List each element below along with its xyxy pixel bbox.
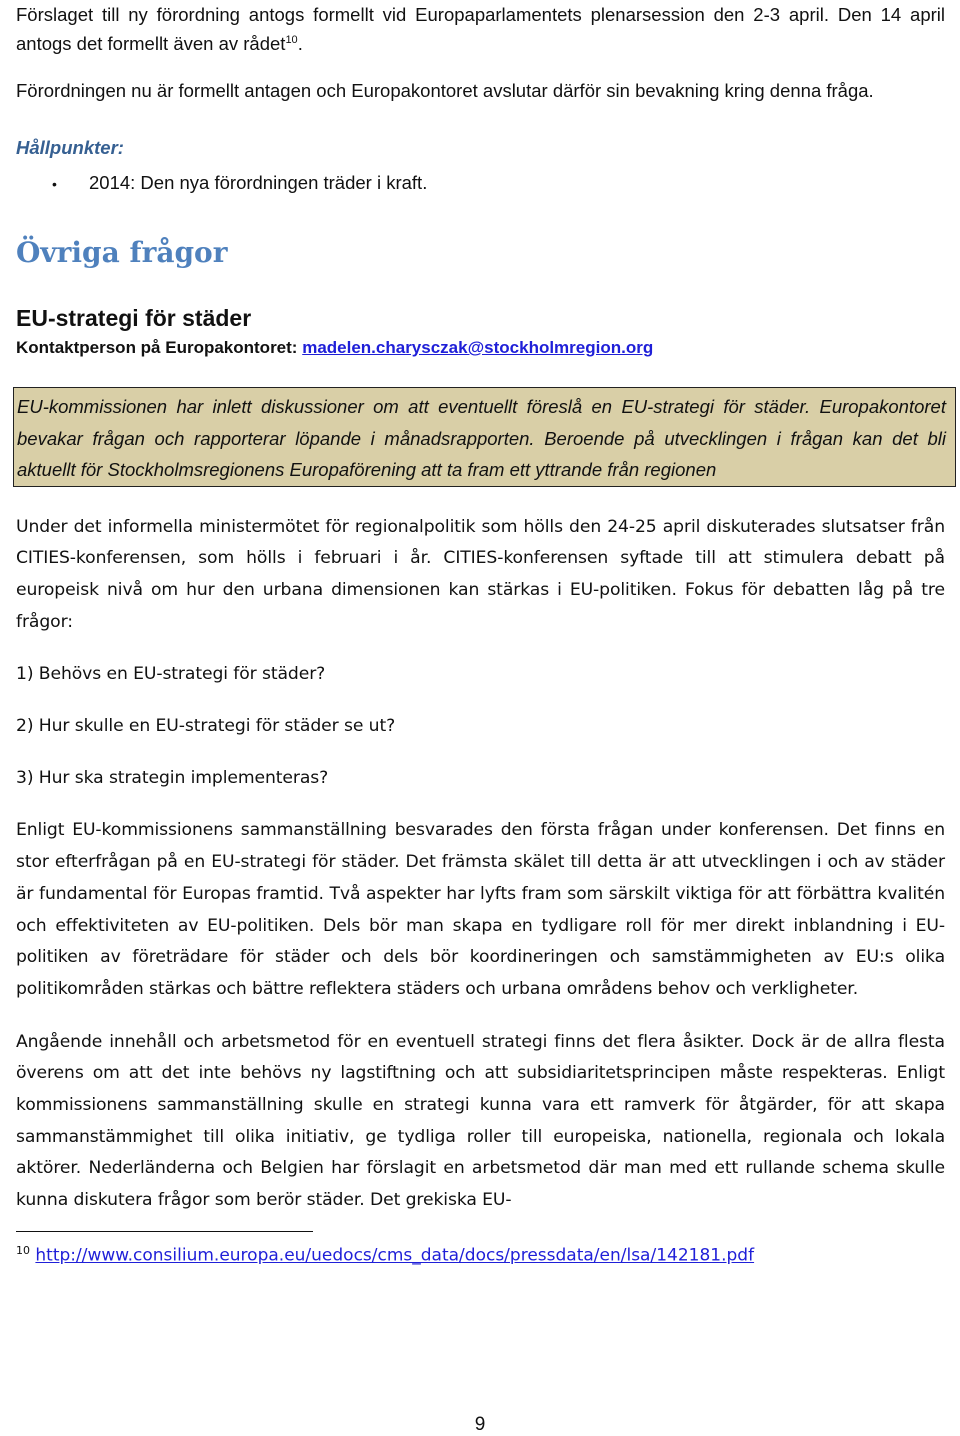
- section-title: Övriga frågor: [16, 236, 228, 269]
- body-paragraph-3: Angående innehåll och arbetsmetod för en eventuell strategi finns det flera åsikter. Dock är de allra flesta överens om att det inte behövs ny lagstiftning och att subsidiaritetsprincipen måste respekteras. Enligt kommissionens sammanställning skulle en strategi kunna vara ett ramverk för åtgärder, för att skapa sammanstämmighet till olika initiativ, ge tydliga roller till europeiska, nationella, regionala och lokala aktörer. Nederländerna och Belgien har förslagit en arbetsmetod där man med ett rullande schema skulle kunna diskutera frågor som berör städer. Det grekiska EU-: [16, 1031, 945, 1211]
- hallpunkter-item: [16, 167, 945, 199]
- intro-text: Förslaget till ny förordning antogs formellt vid Europaparlamentets plenarsession den 2-3 april. Den 14 april antogs det formellt även av rådet: [16, 4, 945, 54]
- intro-paragraph-2: Förordningen nu är formellt antagen och Europakontoret avslutar därför sin bevakning kring denna fråga.: [16, 80, 874, 101]
- intro-end: .: [297, 33, 303, 54]
- question-3: 3) Hur ska strategin implementeras?: [16, 767, 329, 788]
- body-paragraph-2: Enligt EU-kommissionens sammanställning besvarades den första frågan under konferensen. Det finns en stor efterfrågan på en EU-strategi för städer. Det främsta skälet till detta är att utvecklingen i och av städer är fundamental för Europas framtid. Två aspekter har lyfts fram som särskilt viktiga för att förbättra kvalitén och effektiviteten av EU-politiken. Dels bör man skapa en tydligare roll för mer direkt inblandning i EU-politiken av företrädare för städer och dels bör koordineringen och samstämmigheten av EU:s olika politikområden stärkas och bättre reflektera städers och urbana områdens behov och verkligheter.: [16, 820, 945, 999]
- question-2: 2) Hur skulle en EU-strategi för städer se ut?: [16, 716, 396, 737]
- hallpunkter-item-text: 2014: Den nya förordningen träder i kraft.: [89, 172, 428, 193]
- highlight-box: [13, 387, 956, 487]
- bullet-icon: •: [52, 176, 57, 192]
- footnote-link[interactable]: http://www.consilium.europa.eu/uedocs/cms_data/docs/pressdata/en/lsa/142181.pdf: [35, 1245, 755, 1266]
- highlight-box-text: EU-kommissionen har inlett diskussioner om att eventuellt föreslå en EU-strategi för städer. Europakontoret bevakar frågan och rapporterar löpande i månadsrapporten. Beroende på utvecklingen i frågan kan det bli aktuellt för Stockholmsregionens Europaförening att ta fram ett yttrande från regionen: [17, 396, 946, 480]
- body-paragraph-1: Under det informella ministermötet för regionalpolitik som hölls den 24-25 april diskuterades slutsatser från CITIES-konferensen, som hölls i februari i år. CITIES-konferensen syftade till att stimulera debatt på europeisk nivå om hur den urbana dimensionen kan stärkas i EU-politiken. Fokus för debatten låg på tre frågor:: [16, 516, 945, 632]
- intro-paragraph-1: [16, 0, 945, 58]
- question-1: 1) Behövs en EU-strategi för städer?: [16, 664, 326, 685]
- footnote-ref[interactable]: 10: [285, 33, 298, 46]
- footnote-number: 10: [16, 1243, 30, 1257]
- contact-email-link[interactable]: madelen.charysczak@stockholmregion.org: [302, 338, 654, 357]
- footnote: [16, 1244, 945, 1266]
- document-page: [16, 0, 945, 1266]
- hallpunkter-label: Hållpunkter:: [16, 137, 124, 158]
- section-subtitle: EU-strategi för städer: [16, 305, 252, 331]
- contact-label: Kontaktperson på Europakontoret:: [16, 338, 298, 357]
- contact-line: [16, 338, 945, 358]
- page-number: 9: [474, 1414, 486, 1435]
